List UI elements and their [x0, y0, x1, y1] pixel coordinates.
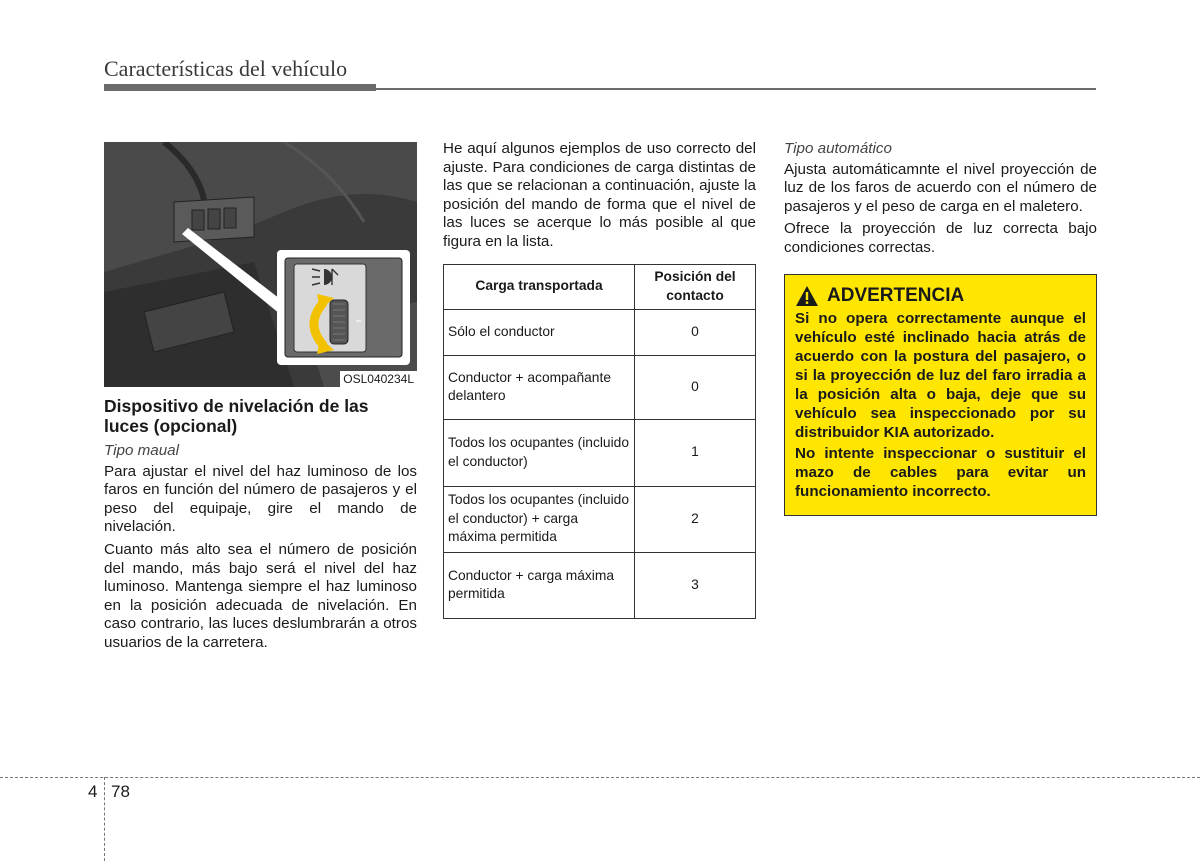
auto-paragraph-1: Ajusta automáticamnte el nivel proyección de luz de los faros de acuerdo con el número de pasajeros y el peso de carga en el maletero. — [784, 160, 1097, 215]
dashboard-figure — [104, 142, 417, 387]
header-load: Carga transportada — [444, 264, 635, 309]
warning-title: ADVERTENCIA — [827, 285, 965, 307]
dashboard-illustration — [104, 142, 417, 387]
table-row — [444, 486, 756, 552]
row-position: 3 — [635, 552, 756, 618]
row-load: Todos los ocupantes (incluido el conductor) + carga máxima permitida — [444, 486, 635, 552]
warning-title-row — [795, 285, 1086, 307]
warning-paragraph-2: No intente inspeccionar o sustituir el mazo de cables para evitar un funcionamiento incorrecto. — [795, 444, 1086, 500]
warning-box — [784, 274, 1097, 516]
footer-rule — [0, 777, 1200, 778]
table-row — [444, 552, 756, 618]
table-header-row — [444, 264, 756, 309]
table-row — [444, 309, 756, 355]
table-row — [444, 419, 756, 486]
header-rule-thick — [104, 84, 376, 91]
row-load: Sólo el conductor — [444, 309, 635, 355]
row-load: Todos los ocupantes (incluido el conductor) — [444, 419, 635, 486]
auto-type-subhead: Tipo automático — [784, 140, 892, 157]
table-intro-paragraph: He aquí algunos ejemplos de uso correcto del ajuste. Para condiciones de carga distintas de las que se relacionan a continuación, ajuste la posición del mando de forma que el nivel de las luces se acerque lo más posible al que figura en la lista. — [443, 140, 756, 250]
warning-paragraph-1: Si no opera correctamente aunque el vehículo esté inclinado hacia atrás de acuerdo con la postura del pasajero, o si la proyección de luz del faro irradia a la posición alta o baja, deje que su vehículo sea inspeccionado por su distribuidor KIA autorizado. — [795, 309, 1086, 441]
right-column — [784, 140, 1097, 516]
row-position: 0 — [635, 309, 756, 355]
manual-paragraph-1: Para ajustar el nivel del haz luminoso de los faros en función del número de pasajeros y el peso del equipaje, gire el mando de nivelación. — [104, 462, 417, 536]
row-load: Conductor + acompañante delantero — [444, 355, 635, 419]
left-column — [104, 142, 417, 657]
row-position: 0 — [635, 355, 756, 419]
manual-type-subhead: Tipo maual — [104, 442, 179, 459]
auto-paragraph-2: Ofrece la proyección de luz correcta bajo condiciones correctas. — [784, 220, 1097, 256]
header-rule-thin — [376, 88, 1096, 90]
page-number: 78 — [111, 782, 130, 801]
manual-paragraph-2: Cuanto más alto sea el número de posición del mando, más bajo será el nivel del haz luminoso. Mantenga siempre el haz luminoso en la posición adecuada de nivelación. En caso contrario, las luces deslumbrarán a otros usuarios de la carretera. — [104, 540, 417, 651]
row-load: Conductor + carga máxima permitida — [444, 552, 635, 618]
warning-triangle-icon — [795, 285, 819, 307]
row-position: 1 — [635, 419, 756, 486]
load-position-table — [443, 264, 756, 619]
figure-code: OSL040234L — [340, 371, 417, 387]
page-chapter: 4 — [88, 782, 98, 801]
row-position: 2 — [635, 486, 756, 552]
section-heading: Dispositivo de nivelación de las luces (opcional) — [104, 396, 369, 436]
footer-vertical-rule — [104, 777, 105, 861]
page-header-title: Características del vehículo — [104, 56, 348, 81]
header-position: Posición del contacto — [635, 264, 756, 309]
table-row — [444, 355, 756, 419]
middle-column — [443, 140, 756, 619]
